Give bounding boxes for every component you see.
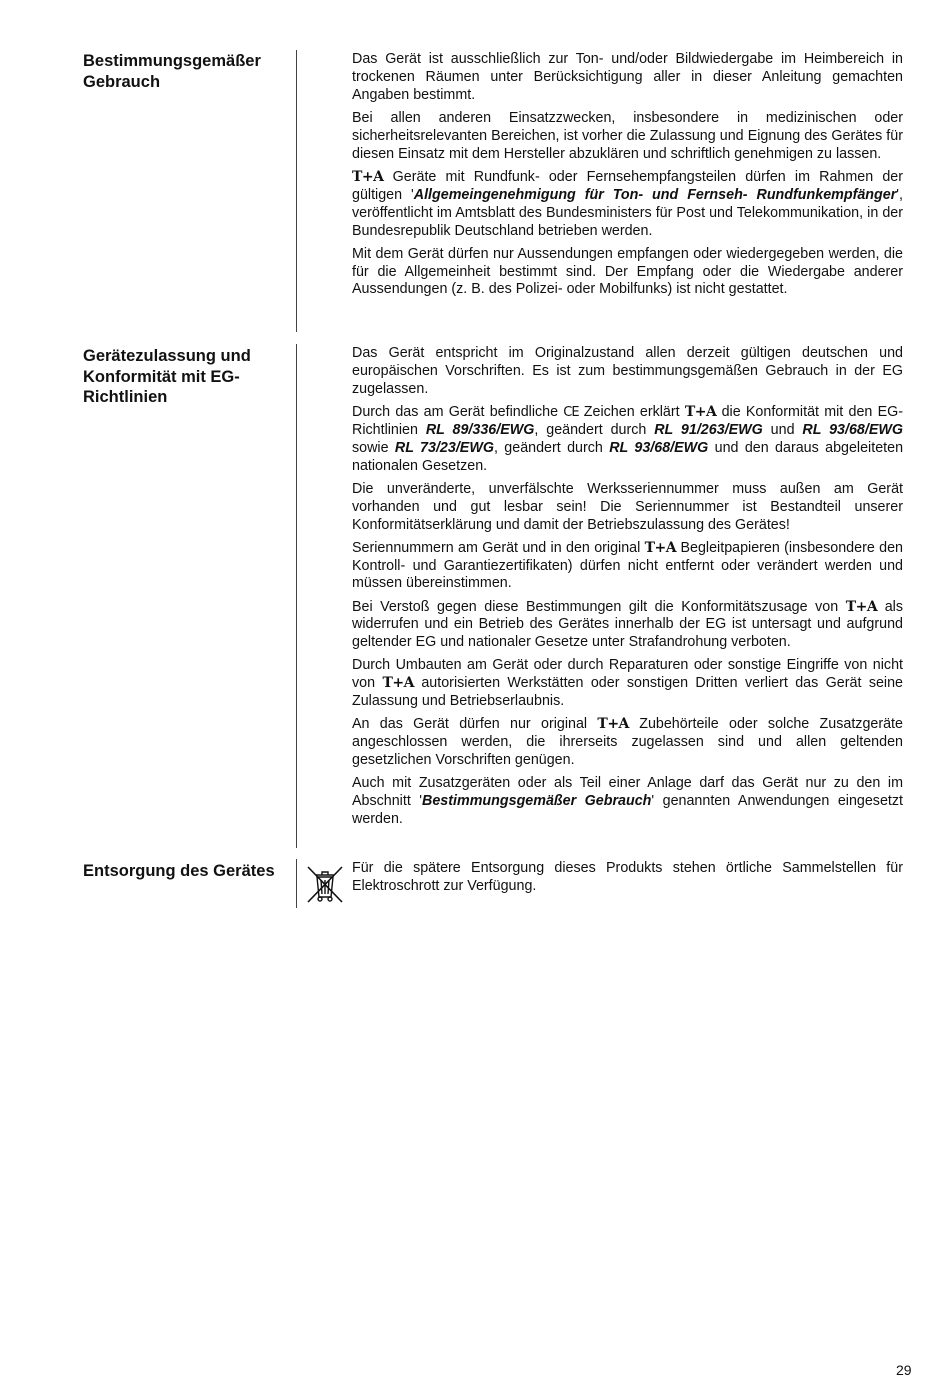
section-divider <box>296 344 297 848</box>
brand-logo: T+A <box>684 403 717 420</box>
paragraph: Durch das am Gerät befindliche CE Zeichen erklärt T+A die Konformität mit den EG-Richtlinien RL 89/336/EWG, geändert durch RL 91/263/EWG und RL 93/68/EWG sowie RL 73/23/EWG, geändert durch RL 93/68/EWG und den daraus abgeleiteten nationalen Gesetzen. <box>352 403 904 474</box>
brand-logo: T+A <box>597 716 629 733</box>
section-body-disposal <box>352 860 903 901</box>
brand-logo: T+A <box>352 168 384 185</box>
page-number: 29 <box>896 1362 912 1378</box>
section-divider <box>296 50 297 332</box>
paragraph: Seriennummern am Gerät und in den original T+A Begleitpapieren (insbesondere den Kontroll- und Garantiezertifikaten) dürfen nicht entfernt oder verändert werden und müssen übereinstimmen. <box>352 539 903 592</box>
paragraph: Bei allen anderen Einsatzzwecken, insbesondere in medizinischen oder sicherheitsrelevanten Bereichen, ist vorher die Zulassung und Eignung des Gerätes für diesen Einsatz mit dem Hersteller abzuklären und schriftlich genehmigen zu lassen. <box>352 109 903 162</box>
section-heading-intended-use: Bestimmungsgemäßer Gebrauch <box>83 52 261 91</box>
directive-ref: RL 73/23/EWG <box>394 439 494 456</box>
directive-ref: RL 89/336/EWG <box>425 421 535 438</box>
brand-logo: T+A <box>644 539 677 556</box>
paragraph: Auch mit Zusatzgeräten oder als Teil einer Anlage darf das Gerät nur zu den im Abschnitt 'Bestimmungsgemäßer Gebrauch' genannten Anwendungen eingesetzt werden. <box>352 775 903 828</box>
directive-ref: RL 93/68/EWG <box>609 439 709 456</box>
paragraph: T+A Geräte mit Rundfunk- oder Fernsehempfangsteilen dürfen im Rahmen der gültigen 'Allgemeingenehmigung für Ton- und Fernseh- Rundfunkempfänger', veröffentlicht im Amtsblatt des Bundesministers für Post und Telekommunikation, in der Bundesrepublik Deutschland betrieben werden. <box>352 168 903 239</box>
section-heading-disposal: Entsorgung des Gerätes <box>83 862 275 880</box>
paragraph: An das Gerät dürfen nur original T+A Zubehörteile oder solche Zusatzgeräte angeschlossen werden, die ihrerseits zugelassen sind und allen geltenden gesetzlichen Vorschriften genügen. <box>352 716 903 769</box>
paragraph: Die unveränderte, unverfälschte Werksseriennummer muss außen am Gerät vorhanden und gut lesbar sein! Die Seriennummer ist Bestandteil unserer Konformitätserklärung und damit der Betriebszulassung des Gerätes! <box>352 480 903 533</box>
section-heading-conformity: Gerätezulassung und Konformität mit EG-Richtlinien <box>83 347 251 406</box>
brand-logo: T+A <box>382 675 414 692</box>
directive-ref: RL 91/263/EWG <box>654 421 763 438</box>
emphasized-text: Allgemeingenehmigung für Ton- und Fernseh- Rundfunkempfänger <box>413 186 897 203</box>
paragraph: Das Gerät ist ausschließlich zur Ton- und/oder Bildwiedergabe im Heimbereich in trockenen Räumen unter Berücksichtigung aller in dieser Anleitung gemachten Angaben bestimmt. <box>352 51 903 103</box>
section-body-conformity <box>352 345 903 834</box>
section-body-intended-use <box>352 51 903 305</box>
paragraph: Für die spätere Entsorgung dieses Produkts stehen örtliche Sammelstellen für Elektroschrott zur Verfügung. <box>352 860 903 894</box>
section-divider <box>296 859 297 908</box>
emphasized-text: Bestimmungsgemäßer Gebrauch <box>422 793 652 810</box>
ce-mark-icon: CE <box>563 404 579 420</box>
crossed-out-wheelie-bin-icon <box>305 864 345 904</box>
directive-ref: RL 93/68/EWG <box>802 421 904 438</box>
paragraph: Das Gerät entspricht im Originalzustand allen derzeit gültigen deutschen und europäischen Vorschriften. Es ist zum bestimmungsgemäßen Gebrauch in der EG zugelassen. <box>352 345 903 397</box>
paragraph: Mit dem Gerät dürfen nur Aussendungen empfangen oder wiedergegeben werden, die für die Allgemeinheit bestimmt sind. Der Empfang oder die Wiedergabe anderer Aussendungen (z. B. des Polizei- oder Mobilfunks) ist nicht gestattet. <box>352 245 903 298</box>
brand-logo: T+A <box>845 598 878 615</box>
paragraph: Bei Verstoß gegen diese Bestimmungen gilt die Konformitätszusage von T+A als widerrufen und ein Betrieb des Gerätes innerhalb der EG ist untersagt und aufgrund geltender EG und nationaler Gesetze unter Strafandrohung verboten. <box>352 598 904 651</box>
paragraph: Durch Umbauten am Gerät oder durch Reparaturen oder sonstige Eingriffe von nicht von T+A autorisierten Werkstätten oder sonstigen Dritten verliert das Gerät seine Zulassung und Betriebserlaubnis. <box>352 657 903 710</box>
